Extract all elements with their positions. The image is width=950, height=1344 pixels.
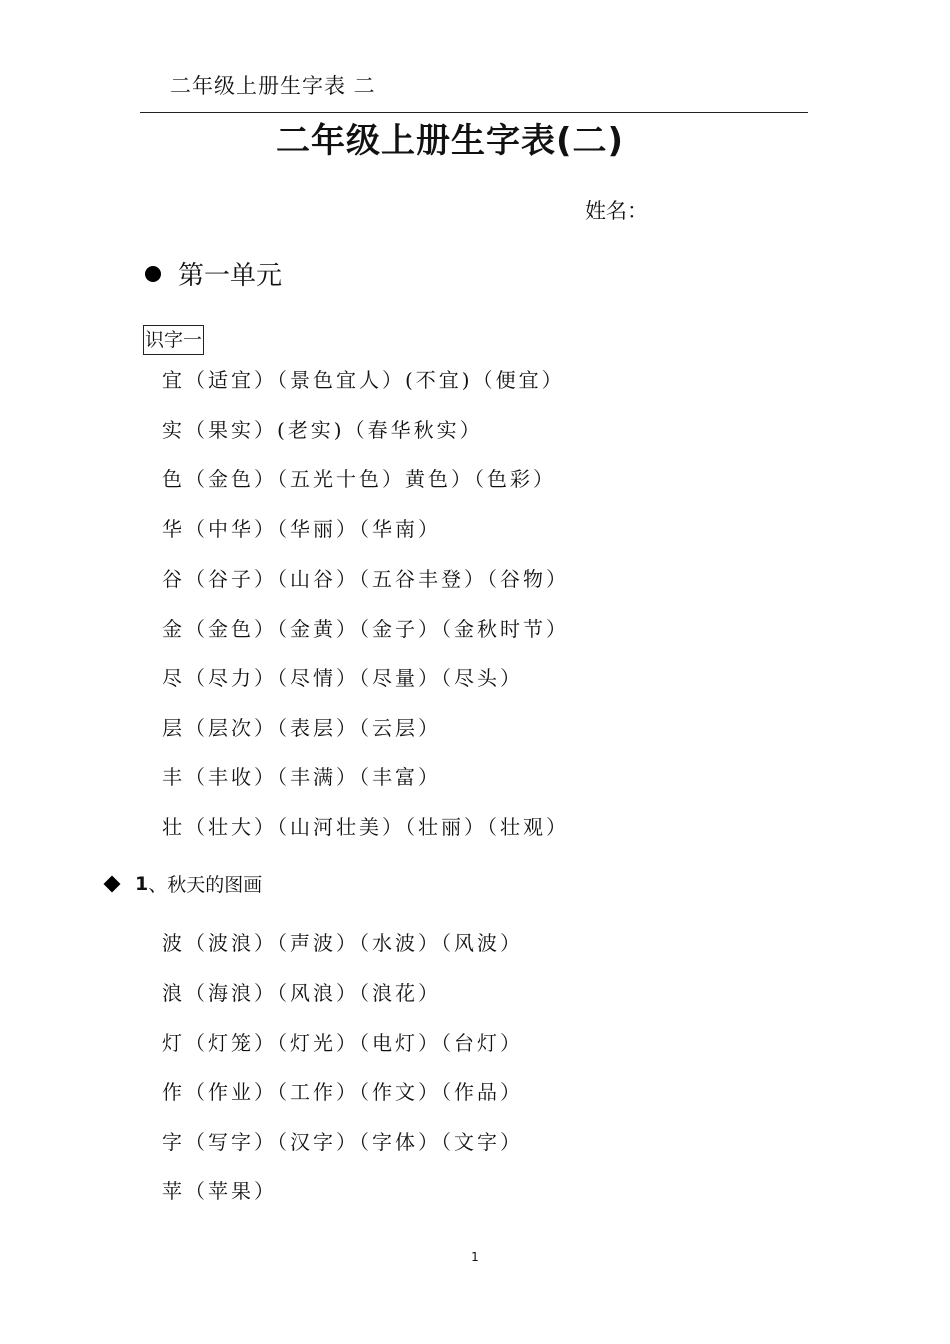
word-row: 尽（尽力）（尽情）（尽量）（尽头）: [162, 666, 523, 690]
word-row: 实（果实）(老实)（春华秋实）: [162, 418, 483, 442]
page-number: 1: [471, 1250, 479, 1264]
header-text: 二年级上册生字表 二: [170, 74, 376, 98]
word-row: 谷（谷子）（山谷）（五谷丰登）（谷物）: [162, 567, 569, 591]
unit-title: 第一单元: [178, 261, 283, 291]
word-row: 壮（壮大）（山河壮美）（壮丽）（壮观）: [162, 815, 569, 839]
bullet-dot-icon: [145, 266, 161, 282]
lesson-label-box: 识字一: [143, 325, 204, 355]
page-title: 二年级上册生字表(二): [275, 121, 625, 161]
word-row: 华（中华）（华丽）（华南）: [162, 517, 441, 541]
word-row: 丰（丰收）（丰满）（丰富）: [162, 765, 441, 789]
word-row: 字（写字）（汉字）（字体）（文字）: [162, 1130, 523, 1154]
lesson-title: 、秋天的图画: [148, 874, 263, 896]
word-row: 作（作业）（工作）（作文）（作品）: [162, 1080, 523, 1104]
name-label: 姓名：: [585, 199, 648, 223]
lesson-heading: [103, 870, 262, 897]
word-row: 色（金色）（五光十色）黄色）（色彩）: [162, 467, 556, 491]
word-row: 金（金色）（金黄）（金子）（金秋时节）: [162, 617, 569, 641]
word-row: 宜（适宜）（景色宜人）(不宜)（便宜）: [162, 368, 565, 392]
word-row: 波（波浪）（声波）（水波）（风波）: [162, 931, 523, 955]
lesson-number: 1: [135, 872, 149, 895]
word-row: 层（层次）（表层）（云层）: [162, 716, 441, 740]
word-row: 苹（苹果）: [162, 1179, 277, 1203]
word-row: 浪（海浪）（风浪）（浪花）: [162, 981, 441, 1005]
diamond-bullet-icon: [104, 875, 121, 892]
unit-heading: [145, 255, 282, 292]
word-row: 灯（灯笼）（灯光）（电灯）（台灯）: [162, 1031, 523, 1055]
